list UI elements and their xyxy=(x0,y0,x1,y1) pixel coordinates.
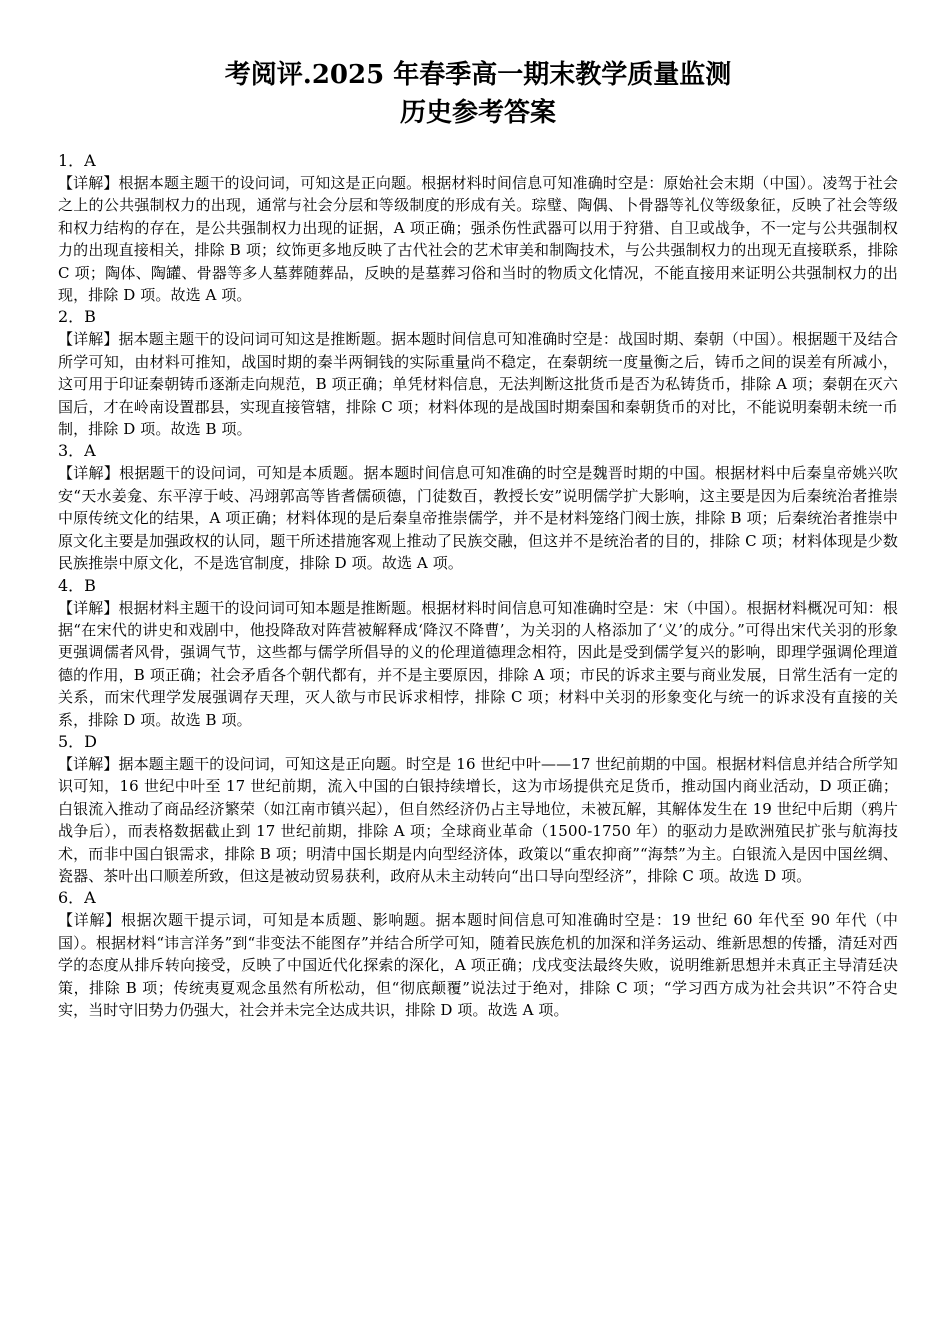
answer-detail: 【详解】根据本题主题干的设问词，可知这是正向题。根据材料时间信息可知准确时空是：原始社会末期（中国）。凌驾于社会之上的公共强制权力的出现，通常与社会分层和等级制度的形成有关。琮璧、陶偶、卜骨器等礼仪等级象征，反映了社会等级和权力结构的存在，是公共强制权力出现的证据，A 项正确；强杀伤性武器可以用于狩猎、自卫或战争，不一定与公共强制权力的出现直接相关，排除 B 项；纹饰更多地反映了古代社会的艺术审美和制陶技术，与公共强制权力的出现无直接联系，排除 C 项；陶体、陶罐、骨器等多人墓葬随葬品，反映的是墓葬习俗和当时的物质文化情况，不能直接用来证明公共强制权力的出现，排除 D 项。故选 A 项。 xyxy=(58,174,898,305)
answer-item-6 xyxy=(58,887,898,1021)
page-subtitle: 历史参考答案 xyxy=(399,98,556,128)
answer-item-2 xyxy=(58,306,898,440)
answer-label: 6．A xyxy=(58,888,96,908)
answer-detail: 【详解】根据题干的设问词，可知是本质题。据本题时间信息可知准确的时空是魏晋时期的中国。根据材料中后秦皇帝姚兴吹安“天水姜龛、东平淳于岐、冯翊郭高等皆耆儒硕德，门徒数百，教授长安”说明儒学扩大影响，这主要是因为后秦统治者推崇中原传统文化的结果，A 项正确；材料体现的是后秦皇帝推崇儒学，并不是材料笼络门阀士族，排除 B 项；后秦统治者推崇中原文化主要是加强政权的认同，题干所述措施客观上推动了民族交融，但这并不是统治者的目的，排除 C 项；材料体现是少数民族推崇中原文化，不是选官制度，排除 D 项。故选 A 项。 xyxy=(58,464,898,573)
answer-item-5 xyxy=(58,731,898,887)
answer-detail: 【详解】根据材料主题干的设问词可知本题是推断题。根据材料时间信息可知准确时空是：宋（中国）。根据材料概况可知：根据“在宋代的讲史和戏剧中，他投降敌对阵营被解释成‘降汉不降曹’，为关羽的人格添加了‘义’的成分。”可得出宋代关羽的形象更强调儒者风骨，强调气节，这些都与儒学所倡导的义的伦理道德理念相符，因此是受到儒学复兴的影响，即理学强调伦理道德的作用，B 项正确；社会矛盾各个朝代都有，并不是主要原因，排除 A 项；市民的诉求主要与商业发展，日常生活有一定的关系，而宋代理学发展强调存天理，灭人欲与市民诉求相悖，排除 C 项；材料中关羽的形象变化与统一的诉求没有直接的关系，排除 D 项。故选 B 项。 xyxy=(58,598,898,729)
answer-item-4 xyxy=(58,575,898,731)
answer-detail: 【详解】据本题主题干的设问词可知这是推断题。据本题时间信息可知准确时空是：战国时期、秦朝（中国）。根据题干及结合所学可知，由材料可推知，战国时期的秦半两铜钱的实际重量尚不稳定，在秦朝统一度量衡之后，铸币之间的误差有所减小，这可用于印证秦朝铸币逐渐走向规范，B 项正确；单凭材料信息，无法判断这批货币是否为私铸货币，排除 A 项；秦朝在灭六国后，才在岭南设置郡县，实现直接管辖，排除 C 项；材料体现的是战国时期秦国和秦朝货币的对比，不能说明秦朝未统一币制，排除 D 项。故选 B 项。 xyxy=(58,330,898,439)
answer-label: 2．B xyxy=(58,307,96,327)
answer-label: 5．D xyxy=(58,731,98,751)
answer-label: 3．A xyxy=(58,441,96,461)
answer-detail: 【详解】根据次题干提示词，可知是本质题、影响题。据本题时间信息可知准确时空是：19 世纪 60 年代至 90 年代（中国）。根据材料“讳言洋务”到“非变法不能图存”并结合所学可知，随着民族危机的加深和洋务运动、维新思想的传播，清廷对西学的态度从排斥转向接受，反映了中国近代化探索的深化，A 项正确；戊戌变法最终失败，说明维新思想并未真正主导清廷决策，排除 B 项；传统夷夏观念虽然有所松动，但“彻底颠覆”说法过于绝对，排除 C 项；“学习西方成为社会共识”不符合史实，当时守旧势力仍强大，社会并未完全达成共识，排除 D 项。故选 A 项。 xyxy=(58,911,898,1019)
answer-item-1 xyxy=(58,150,898,306)
page-title: 考阅评.2025 年春季高一期末教学质量监测 xyxy=(224,60,732,90)
answer-label: 4．B xyxy=(58,575,96,595)
answer-detail: 【详解】据本题主题干的设问词，可知这是正向题。时空是 16 世纪中叶——17 世纪前期的中国。根据材料信息并结合所学知识可知，16 世纪中叶至 17 世纪前期，流入中国的白银持续增长，这为市场提供充足货币，推动国内商业活动，D 项正确；白银流入推动了商品经济繁荣（如江南市镇兴起），但自然经济仍占主导地位，未被瓦解，其解体发生在 19 世纪中后期（鸦片战争后），而表格数据截止到 17 世纪前期，排除 A 项；全球商业革命（1500-1750 年）的驱动力是欧洲殖民扩张与航海技术，而非中国白银需求，排除 B 项；明清中国长期是内向型经济体，政策以“重农抑商”“海禁”为主。白银流入是因中国丝绸、瓷器、茶叶出口顺差所致，但这是被动贸易获利，政府从未主动转向“出口导向型经济”，排除 C 项。故选 D 项。 xyxy=(58,754,898,885)
answer-label: 1．A xyxy=(58,151,96,170)
answer-item-3 xyxy=(58,440,898,574)
